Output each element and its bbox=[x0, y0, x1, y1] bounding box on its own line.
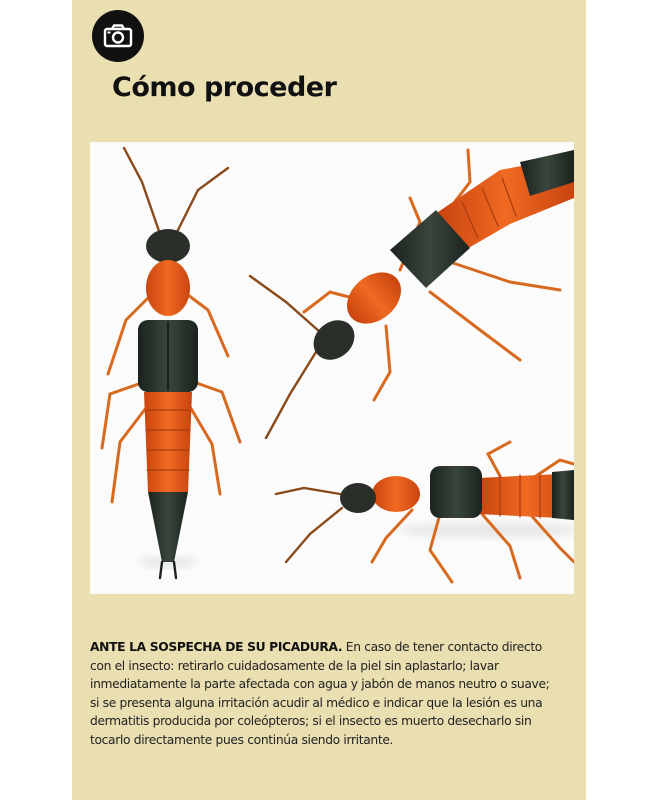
body-text: En caso de tener contacto directo con el insecto: retirarlo cuidadosamente de la piel sin aplastarlo; lavar inmediatamente la parte afectada con agua y jabón de manos neutro o suave; si se presenta alguna irritación acudir al médico e indicar que la lesión es una dermatitis producida por coleópteros; si el insecto es muerto desecharlo sin tocarlo directamente pues continúa siendo irritante. bbox=[90, 640, 550, 747]
info-panel bbox=[72, 0, 586, 800]
camera-icon bbox=[103, 24, 133, 48]
beetle-vertical bbox=[102, 148, 240, 578]
beetle-diagonal bbox=[250, 150, 574, 438]
page-title: Cómo proceder bbox=[112, 72, 337, 103]
body-paragraph bbox=[90, 638, 560, 749]
camera-badge bbox=[92, 10, 144, 62]
lead-text: ANTE LA SOSPECHA DE SU PICADURA. bbox=[90, 640, 343, 654]
beetle-photo bbox=[90, 142, 574, 594]
beetle-horizontal bbox=[276, 442, 574, 582]
